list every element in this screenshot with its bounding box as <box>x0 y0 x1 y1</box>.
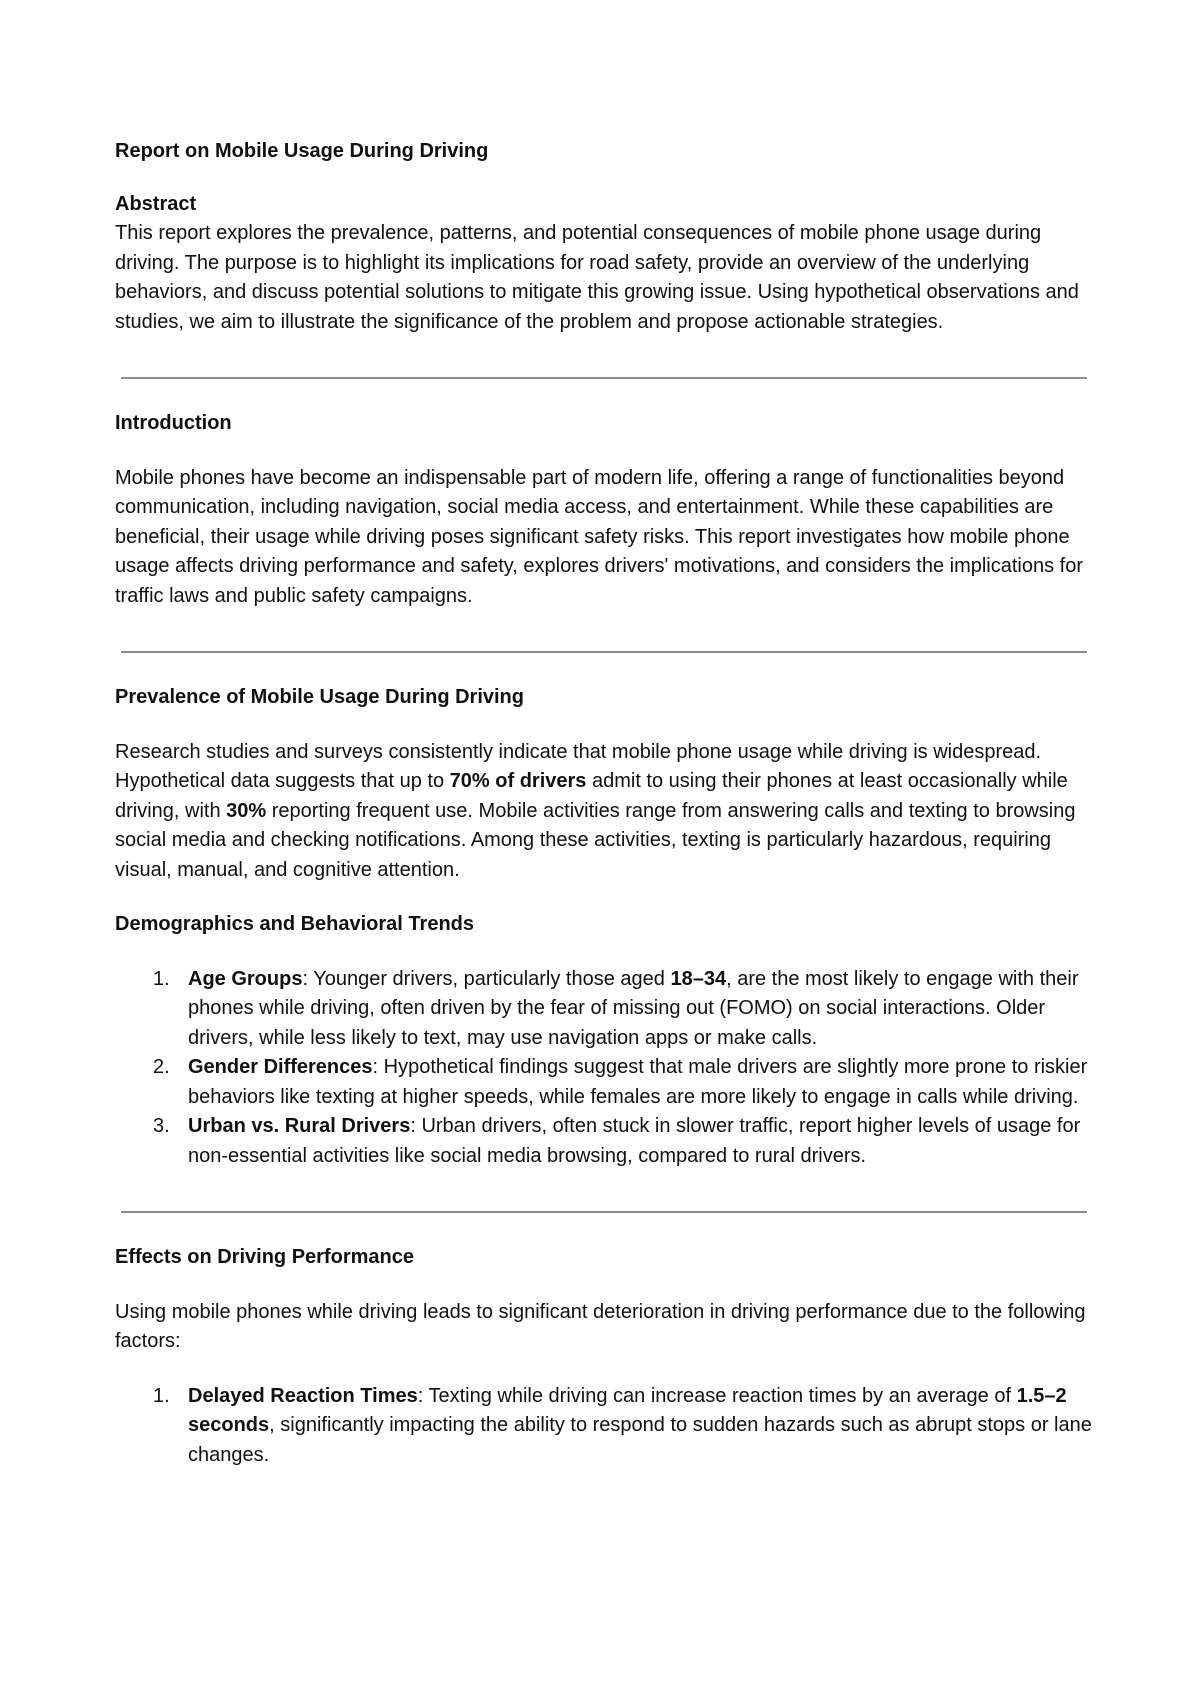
prevalence-highlight-drivers: 70% of drivers <box>449 770 587 792</box>
list-number: 3. <box>153 1115 170 1137</box>
report-body <box>115 137 1095 1470</box>
prevalence-text-part: admit to using their phones at least occasionally while driving, with <box>115 770 1068 822</box>
effects-heading: Effects on Driving Performance <box>115 1246 414 1268</box>
list-number: 1. <box>153 1384 170 1407</box>
list-item <box>115 1053 1095 1112</box>
list-item-text: : Hypothetical findings suggest that male drivers are slightly more prone to riskier behaviors like texting at higher speeds, while females are more likely to engage in calls while driving. <box>188 1056 1088 1108</box>
demographics-list <box>115 965 1095 1172</box>
introduction-text: Mobile phones have become an indispensable part of modern life, offering a range of functionalities beyond communication, including navigation, social media access, and entertainment. While these capabilities are beneficial, their usage while driving poses significant safety risks. This report investigates how mobile phone usage affects driving performance and safety, explores drivers' motivations, and considers the implications for traffic laws and public safety campaigns. <box>115 466 1083 607</box>
list-item-text: : Urban drivers, often stuck in slower traffic, report higher levels of usage for non-essential activities like social media browsing, compared to rural drivers. <box>188 1115 1081 1167</box>
abstract-heading: Abstract <box>115 192 197 215</box>
list-item <box>115 1382 1095 1471</box>
report-title: Report on Mobile Usage During Driving <box>115 140 489 162</box>
list-item-highlight: 1.5–2 seconds <box>188 1384 1067 1436</box>
introduction-heading: Introduction <box>115 412 232 434</box>
prevalence-highlight-frequent: 30% <box>226 799 267 822</box>
prevalence-text <box>115 738 1095 886</box>
list-item-highlight: 18–34 <box>670 967 727 990</box>
demographics-heading: Demographics and Behavioral Trends <box>115 913 474 935</box>
list-item <box>115 965 1095 1054</box>
prevalence-heading: Prevalence of Mobile Usage During Driving <box>115 686 524 708</box>
prevalence-text-part: reporting frequent use. Mobile activities range from answering calls and texting to browsing social media and checking notifications. Among these activities, texting is particularly hazardous, requiring visual, manual, and cognitive attention. <box>115 799 1076 881</box>
prevalence-text-part: Research studies and surveys consistently indicate that mobile phone usage while driving is widespread. Hypothetical data suggests that up to <box>115 740 1042 792</box>
list-item <box>115 1112 1095 1171</box>
list-number: 1. <box>153 967 170 990</box>
list-item-label: Gender Differences <box>188 1056 373 1078</box>
list-item-label: Delayed Reaction Times <box>188 1384 418 1407</box>
list-item-label: Urban vs. Rural Drivers <box>188 1115 411 1137</box>
list-item-text: , are the most likely to engage with their phones while driving, often driven by the fear of missing out (FOMO) on social interactions. Older drivers, while less likely to text, may use navigation apps or make calls. <box>188 967 1079 1049</box>
list-item-text: : Younger drivers, particularly those aged <box>302 967 671 990</box>
list-item-label: Age Groups <box>188 967 303 990</box>
abstract-text: This report explores the prevalence, patterns, and potential consequences of mobile phone usage during driving. The purpose is to highlight its implications for road safety, provide an overview of the underlying behaviors, and discuss potential solutions to mitigate this growing issue. Using hypothetical observations and studies, we aim to illustrate the significance of the problem and propose actionable strategies. <box>115 222 1079 333</box>
list-number: 2. <box>153 1056 170 1078</box>
list-item-text: : Texting while driving can increase reaction times by an average of <box>417 1384 1017 1407</box>
effects-list <box>115 1382 1095 1471</box>
effects-text: Using mobile phones while driving leads to significant deterioration in driving performance due to the following factors: <box>115 1300 1086 1352</box>
list-item-text: , significantly impacting the ability to respond to sudden hazards such as abrupt stops or lane changes. <box>188 1414 1092 1466</box>
